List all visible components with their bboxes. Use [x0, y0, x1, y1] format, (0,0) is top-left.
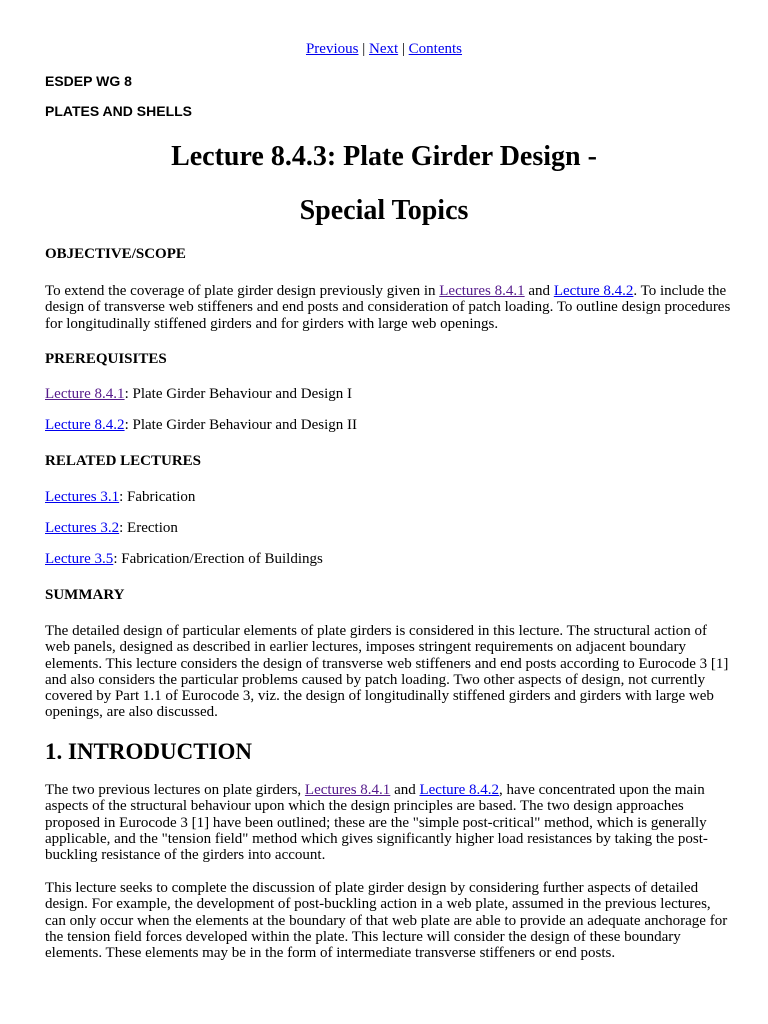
- previous-link[interactable]: Previous: [305, 41, 359, 57]
- prerequisite-link[interactable]: Lecture 8.4.1: [45, 386, 125, 402]
- introduction-heading: 1. INTRODUCTION: [45, 739, 253, 764]
- related-lecture-text: : Fabrication: [119, 489, 196, 505]
- related-lecture-item: [45, 489, 195, 506]
- objective-text: To extend the coverage of plate girder design previously given in: [45, 283, 440, 299]
- lecture-title-line-2: Special Topics: [299, 195, 469, 226]
- working-group-label: ESDEP WG 8: [45, 73, 132, 89]
- prerequisite-text: : Plate Girder Behaviour and Design I: [124, 386, 353, 402]
- prerequisites-heading: PREREQUISITES: [45, 351, 167, 367]
- introduction-text: The two previous lectures on plate girders,: [45, 782, 305, 798]
- related-lecture-item: [45, 551, 323, 568]
- nav-separator: |: [398, 41, 409, 57]
- objective-paragraph: [45, 283, 735, 332]
- related-lecture-link[interactable]: Lecture 3.5: [45, 551, 114, 567]
- related-lecture-link[interactable]: Lectures 3.2: [45, 520, 120, 536]
- prerequisite-item: [45, 386, 352, 403]
- objective-text: . To include the design of transverse web stiffeners and end posts and consideration of patch loading. To outline design procedures for longitudinally stiffened girders and for girders with large web openings.: [45, 283, 731, 332]
- summary-heading: SUMMARY: [45, 587, 125, 603]
- lecture-title-line-1: Lecture 8.4.3: Plate Girder Design -: [171, 141, 597, 172]
- prerequisite-text: : Plate Girder Behaviour and Design II: [124, 417, 357, 433]
- related-lecture-text: : Erection: [119, 520, 178, 536]
- nav-separator: |: [358, 41, 369, 57]
- top-navigation: [0, 41, 768, 58]
- related-lecture-text: : Fabrication/Erection of Buildings: [113, 551, 323, 567]
- summary-paragraph: The detailed design of particular elements of plate girders is considered in this lecture. The structural action of web panels, designed as described in earlier lectures, imposes stringent requirements on adjacent boundary elements. This lecture considers the design of transverse web stiffeners and end posts according to Eurocode 3 [1] and also considers the particular problems caused by patch loading. Two other aspects of design, not currently covered by Part 1.1 of Eurocode 3, viz. the design of longitudinally stiffened girders and girders with large web openings, are also discussed.: [45, 623, 729, 721]
- related-lectures-heading: RELATED LECTURES: [45, 453, 202, 469]
- lecture-8-4-2-link[interactable]: Lecture 8.4.2: [553, 283, 634, 299]
- related-lecture-link[interactable]: Lectures 3.1: [45, 489, 120, 505]
- prerequisite-link[interactable]: Lecture 8.4.2: [45, 417, 125, 433]
- introduction-text: and: [390, 782, 420, 798]
- introduction-text: , have concentrated upon the main aspects of the structural behaviour upon which the design principles are based. The two design approaches proposed in Eurocode 3 [1] have been outlined; these are the "simple post-critical" method, which is generally applicable, and the "tension field" method which gives significantly higher load resistances by taking the post-buckling resistance of the girders into account.: [45, 782, 708, 864]
- related-lecture-item: [45, 520, 178, 537]
- topic-label: PLATES AND SHELLS: [45, 103, 193, 119]
- lectures-8-4-1-link[interactable]: Lectures 8.4.1: [304, 782, 391, 798]
- prerequisite-item: [45, 417, 357, 434]
- objective-heading: OBJECTIVE/SCOPE: [45, 246, 186, 262]
- introduction-paragraph-2: This lecture seeks to complete the discussion of plate girder design by considering further aspects of detailed design. For example, the development of post-buckling action in a web plate, assumed in the previous lectures, can only occur when the elements at the boundary of that web plate are able to provide an adequate anchorage for the tension field forces developed within the plate. This lecture will consider the design of these boundary elements. These elements may be in the form of intermediate transverse stiffeners or end posts.: [45, 880, 728, 962]
- lectures-8-4-1-link[interactable]: Lectures 8.4.1: [439, 283, 525, 299]
- contents-link[interactable]: Contents: [408, 41, 463, 57]
- objective-text: and: [524, 283, 554, 299]
- lecture-8-4-2-link[interactable]: Lecture 8.4.2: [419, 782, 500, 798]
- introduction-paragraph-1: [45, 782, 735, 863]
- next-link[interactable]: Next: [368, 41, 399, 57]
